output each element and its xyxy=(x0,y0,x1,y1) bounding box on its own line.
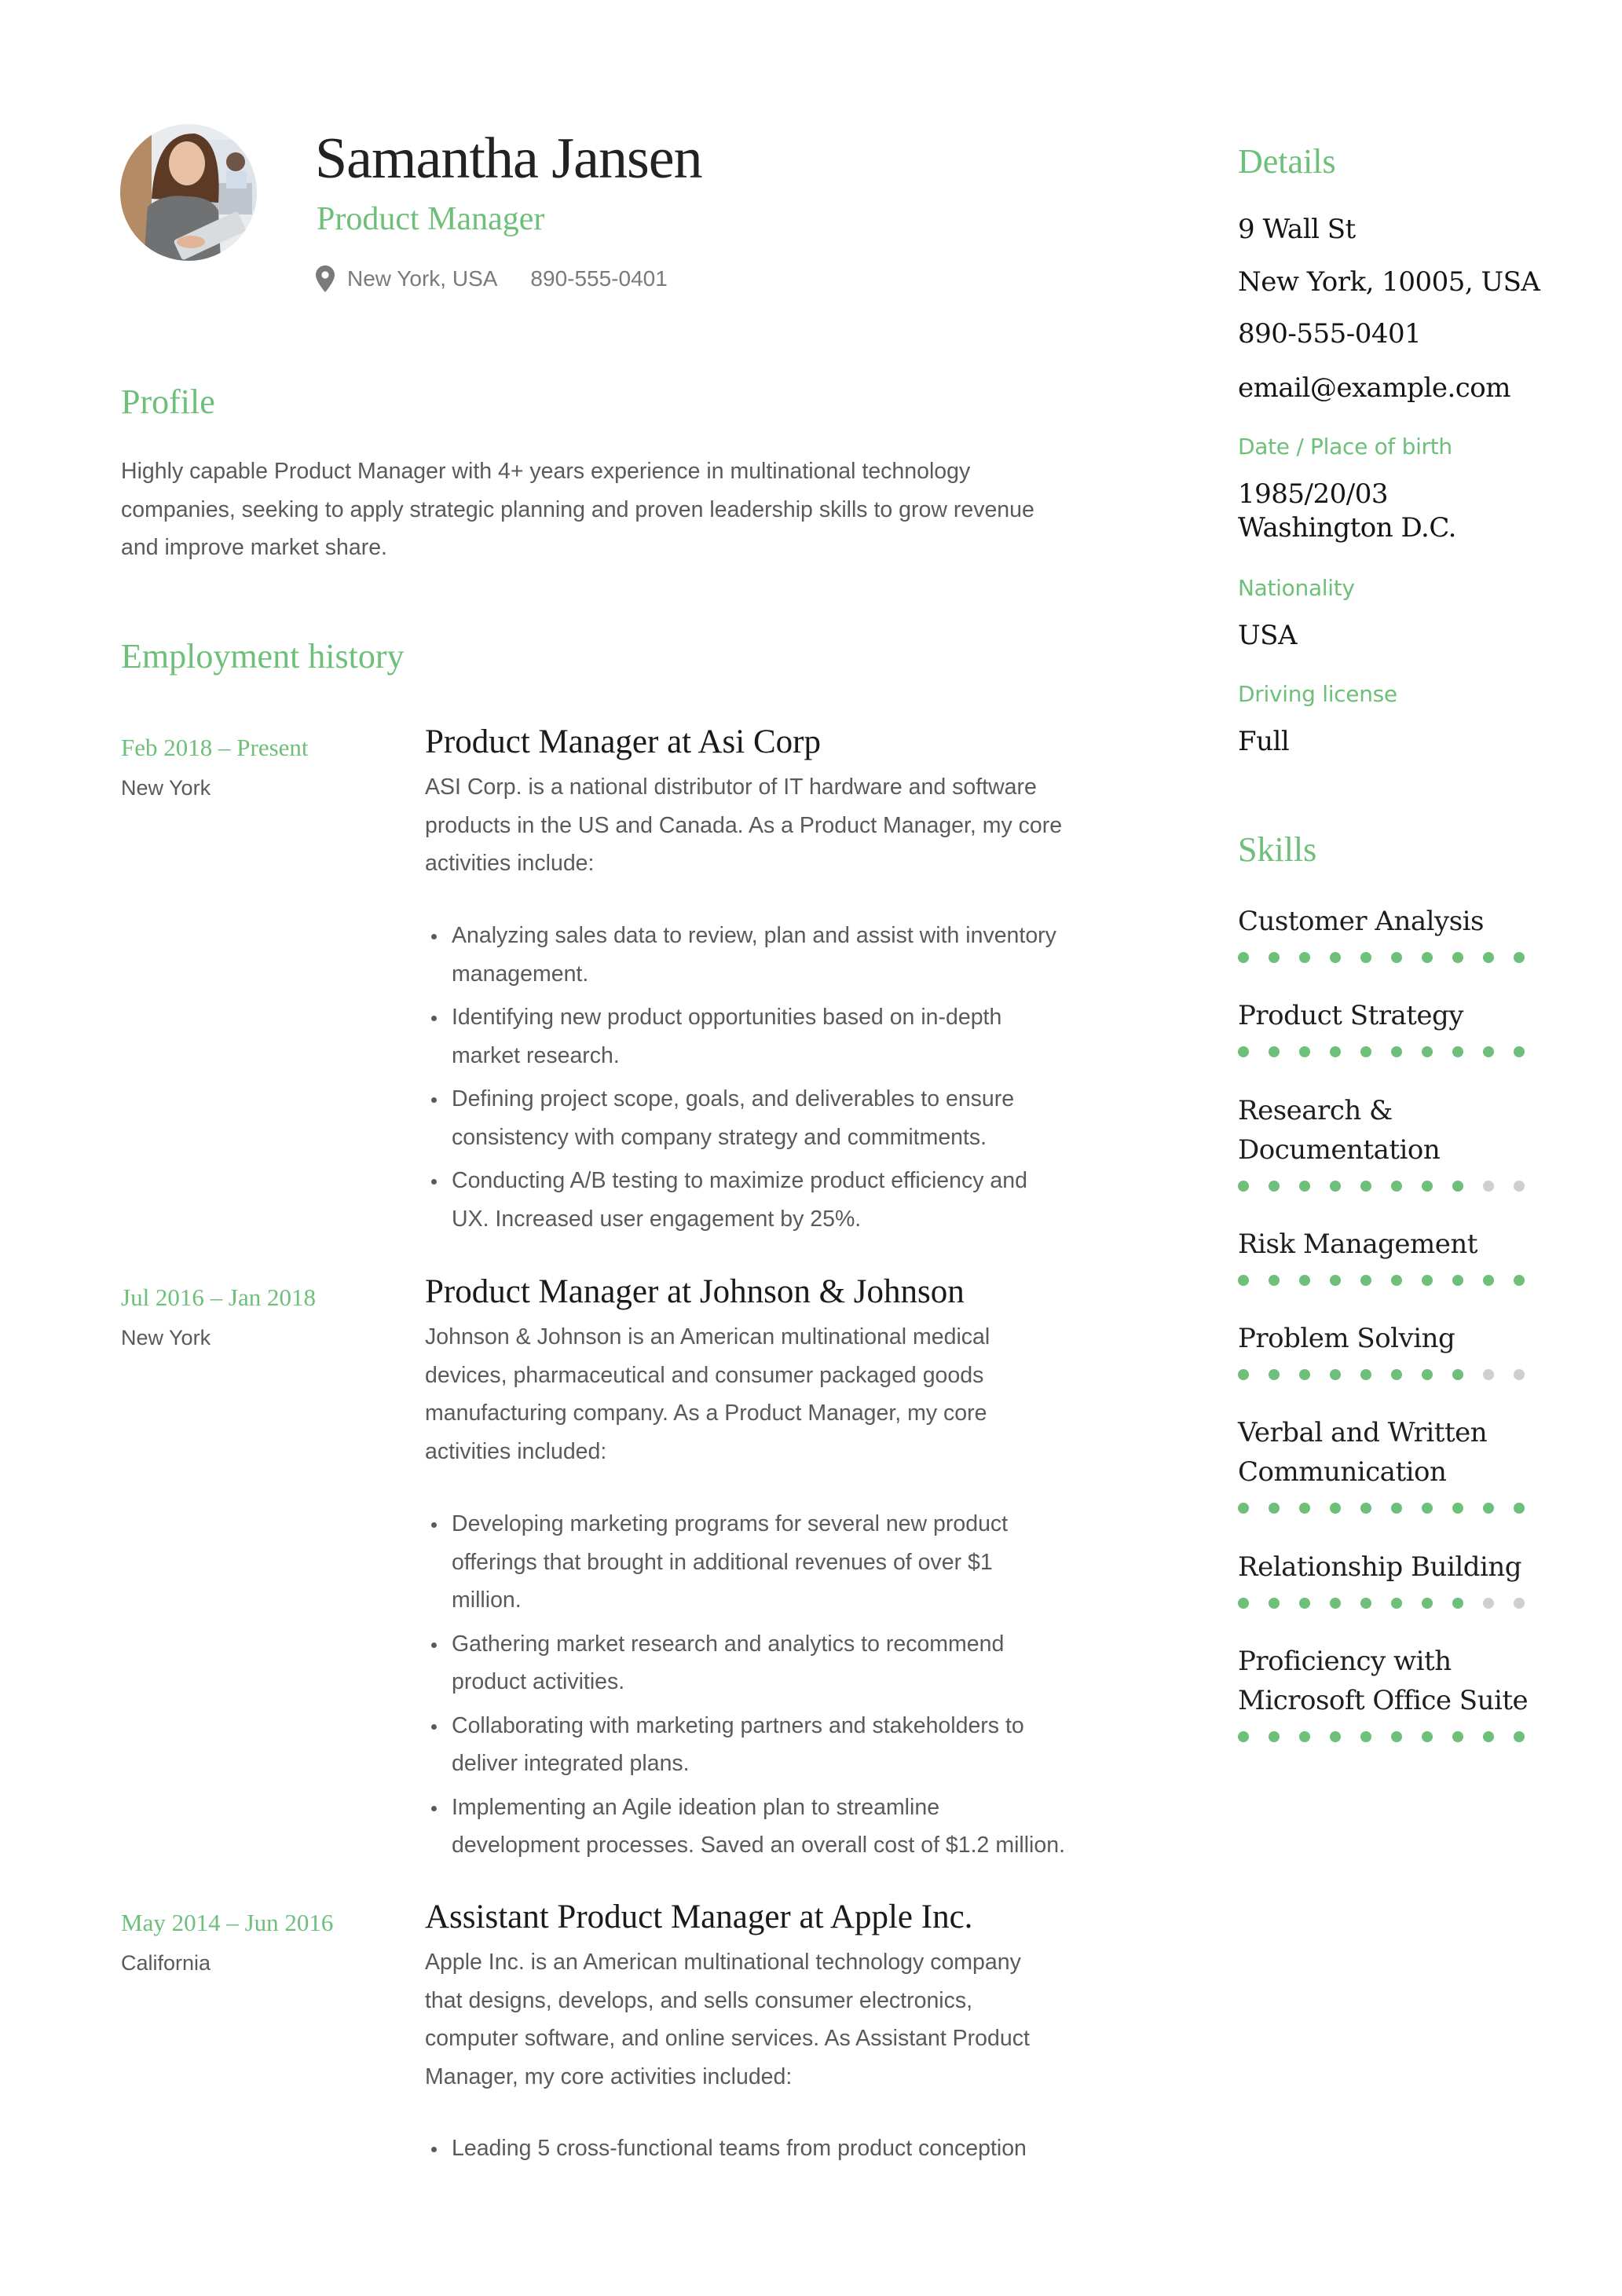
job-description xyxy=(425,1943,1132,2096)
profile-summary xyxy=(121,452,1142,567)
skill-dot-filled-icon xyxy=(1330,1731,1341,1742)
skill-dot-filled-icon xyxy=(1330,1503,1341,1514)
license-label: Driving license xyxy=(1238,681,1397,707)
profile-line: and improve market share. xyxy=(121,535,387,560)
skill-name xyxy=(1238,1225,1568,1264)
skill-dot-filled-icon xyxy=(1452,1046,1463,1057)
bullet-line: Gathering market research and analytics to recommend xyxy=(452,1631,1005,1657)
description-line: computer software, and online services. As Assistant Product xyxy=(425,2026,1030,2051)
skill-dot-filled-icon xyxy=(1360,1046,1371,1057)
job-location: New York xyxy=(121,776,211,800)
skill-dot-filled-icon xyxy=(1360,1369,1371,1380)
skill-dot-filled-icon xyxy=(1238,1598,1249,1609)
skill-dot-filled-icon xyxy=(1391,1369,1402,1380)
description-line: activities include: xyxy=(425,851,595,876)
skill-item xyxy=(1238,902,1568,963)
skill-dot-filled-icon xyxy=(1422,952,1433,963)
skill-item xyxy=(1238,1413,1568,1514)
skill-dot-filled-icon xyxy=(1452,1275,1463,1286)
skill-dot-filled-icon xyxy=(1330,1598,1341,1609)
skill-dot-filled-icon xyxy=(1514,952,1525,963)
skill-dot-filled-icon xyxy=(1422,1275,1433,1286)
bullet-line: Implementing an Agile ideation plan to streamline xyxy=(452,1794,940,1820)
skill-dot-filled-icon xyxy=(1391,1598,1402,1609)
skill-level-dots xyxy=(1238,1598,1568,1609)
skill-dot-filled-icon xyxy=(1330,1369,1341,1380)
bullet-item xyxy=(425,2129,1132,2168)
skill-name xyxy=(1238,1547,1568,1587)
description-line: Johnson & Johnson is an American multinational medical xyxy=(425,1324,990,1349)
description-line: Apple Inc. is an American multinational technology company xyxy=(425,1950,1021,1975)
skill-dot-filled-icon xyxy=(1391,1181,1402,1192)
candidate-name: Samantha Jansen xyxy=(315,126,702,191)
skill-level-dots xyxy=(1238,1181,1568,1192)
skill-level-dots xyxy=(1238,952,1568,963)
bullet-item xyxy=(425,917,1132,993)
section-heading-details: Details xyxy=(1238,142,1336,181)
skill-dot-filled-icon xyxy=(1269,1369,1280,1380)
skill-dot-filled-icon xyxy=(1391,1503,1402,1514)
bullet-line: market research. xyxy=(452,1042,620,1068)
bullet-line: Identifying new product opportunities based on in-depth xyxy=(452,1005,1002,1030)
skill-name-line: Research & xyxy=(1238,1095,1393,1126)
description-line: activities included: xyxy=(425,1438,607,1464)
details-phone: 890-555-0401 xyxy=(1238,318,1422,350)
skill-dot-filled-icon xyxy=(1422,1369,1433,1380)
skill-dot-filled-icon xyxy=(1391,1731,1402,1742)
skill-level-dots xyxy=(1238,1046,1568,1057)
map-pin-icon xyxy=(316,265,335,292)
skill-dot-filled-icon xyxy=(1514,1503,1525,1514)
skill-name-line: Documentation xyxy=(1238,1134,1441,1166)
skill-name xyxy=(1238,1319,1568,1358)
candidate-job-title: Product Manager xyxy=(317,201,545,237)
description-line: ASI Corp. is a national distributor of IT hardware and software xyxy=(425,774,1037,800)
nationality-value: USA xyxy=(1238,620,1297,651)
skill-name xyxy=(1238,996,1568,1035)
skill-dot-filled-icon xyxy=(1269,1598,1280,1609)
skill-name-line: Microsoft Office Suite xyxy=(1238,1685,1529,1716)
skill-item xyxy=(1238,996,1568,1057)
job-dates: Jul 2016 – Jan 2018 xyxy=(121,1283,316,1311)
skill-dot-filled-icon xyxy=(1299,1275,1310,1286)
skill-dot-filled-icon xyxy=(1360,952,1371,963)
skill-dot-filled-icon xyxy=(1330,1181,1341,1192)
bullet-item xyxy=(425,1505,1132,1620)
skill-dot-filled-icon xyxy=(1269,1181,1280,1192)
bullet-line: Developing marketing programs for several new product xyxy=(452,1511,1009,1536)
skill-name-line: Risk Management xyxy=(1238,1229,1477,1260)
job-location: New York xyxy=(121,1326,211,1349)
skill-dot-filled-icon xyxy=(1514,1046,1525,1057)
skill-dot-filled-icon xyxy=(1238,1275,1249,1286)
bullet-line: product activities. xyxy=(452,1669,625,1694)
skill-dot-empty-icon xyxy=(1514,1598,1525,1609)
section-heading-profile: Profile xyxy=(121,383,215,421)
skill-dot-empty-icon xyxy=(1483,1598,1494,1609)
job-title: Product Manager at Asi Corp xyxy=(425,723,821,760)
bullet-line: Conducting A/B testing to maximize product efficiency and xyxy=(452,1168,1027,1193)
bullet-line: deliver integrated plans. xyxy=(452,1751,690,1776)
skill-item xyxy=(1238,1225,1568,1286)
job-bullets xyxy=(425,917,1132,1243)
avatar xyxy=(120,124,257,261)
skill-dot-filled-icon xyxy=(1269,1503,1280,1514)
nationality-label: Nationality xyxy=(1238,575,1355,601)
skill-dot-filled-icon xyxy=(1452,952,1463,963)
job-description xyxy=(425,768,1132,883)
bullet-item xyxy=(425,1789,1132,1865)
skill-dot-filled-icon xyxy=(1360,1181,1371,1192)
skill-item xyxy=(1238,1319,1568,1380)
skill-name-line: Product Strategy xyxy=(1238,1000,1464,1031)
bullet-item xyxy=(425,1625,1132,1701)
job-dates: May 2014 – Jun 2016 xyxy=(121,1909,334,1936)
address-line-2: New York, 10005, USA xyxy=(1238,266,1540,298)
skill-level-dots xyxy=(1238,1369,1568,1380)
description-line: manufacturing company. As a Product Manager, my core xyxy=(425,1401,987,1426)
birth-label: Date / Place of birth xyxy=(1238,434,1452,460)
skill-dot-filled-icon xyxy=(1238,1046,1249,1057)
skill-name-line: Communication xyxy=(1238,1456,1447,1488)
skill-name-line: Relationship Building xyxy=(1238,1551,1521,1583)
bullet-line: development processes. Saved an overall cost of $1.2 million. xyxy=(452,1833,1066,1858)
skill-level-dots xyxy=(1238,1503,1568,1514)
job-bullets xyxy=(425,1505,1132,1870)
description-line: products in the US and Canada. As a Product Manager, my core xyxy=(425,812,1063,838)
skill-dot-filled-icon xyxy=(1391,1275,1402,1286)
skill-dot-empty-icon xyxy=(1514,1181,1525,1192)
skill-dot-filled-icon xyxy=(1269,952,1280,963)
skill-dot-filled-icon xyxy=(1330,952,1341,963)
skill-dot-filled-icon xyxy=(1299,1598,1310,1609)
profile-line: Highly capable Product Manager with 4+ years experience in multinational technology xyxy=(121,459,971,484)
skill-name-line: Problem Solving xyxy=(1238,1323,1455,1354)
section-heading-employment: Employment history xyxy=(121,637,405,676)
address-line-1: 9 Wall St xyxy=(1238,214,1356,245)
skill-dot-filled-icon xyxy=(1330,1275,1341,1286)
skill-dot-filled-icon xyxy=(1269,1731,1280,1742)
bullet-line: offerings that brought in additional revenues of over $1 xyxy=(452,1549,993,1575)
details-email: email@example.com xyxy=(1238,372,1511,404)
header-phone: 890-555-0401 xyxy=(530,266,668,291)
description-line: that designs, develops, and sells consumer electronics, xyxy=(425,1987,973,2013)
skill-dot-filled-icon xyxy=(1483,1503,1494,1514)
skill-level-dots xyxy=(1238,1731,1568,1742)
skill-dot-filled-icon xyxy=(1299,1046,1310,1057)
header-contact-row xyxy=(316,265,668,292)
skill-dot-empty-icon xyxy=(1514,1369,1525,1380)
skill-dot-empty-icon xyxy=(1483,1181,1494,1192)
skill-name xyxy=(1238,902,1568,941)
profile-photo xyxy=(120,124,257,261)
bullet-line: Leading 5 cross-functional teams from product conception xyxy=(452,2136,1027,2161)
skill-dot-filled-icon xyxy=(1238,1369,1249,1380)
skill-dot-filled-icon xyxy=(1452,1731,1463,1742)
bullet-line: million. xyxy=(452,1587,522,1613)
bullet-line: UX. Increased user engagement by 25%. xyxy=(452,1206,862,1232)
bullet-item xyxy=(425,1080,1132,1156)
skill-dot-filled-icon xyxy=(1391,1046,1402,1057)
bullet-item xyxy=(425,1162,1132,1238)
bullet-line: management. xyxy=(452,961,589,987)
skill-dot-filled-icon xyxy=(1452,1369,1463,1380)
skill-dot-filled-icon xyxy=(1452,1181,1463,1192)
skill-dot-filled-icon xyxy=(1299,1731,1310,1742)
bullet-line: Defining project scope, goals, and deliverables to ensure xyxy=(452,1086,1015,1111)
skill-dot-filled-icon xyxy=(1452,1503,1463,1514)
skill-dot-filled-icon xyxy=(1452,1598,1463,1609)
skill-dot-filled-icon xyxy=(1360,1731,1371,1742)
skill-dot-filled-icon xyxy=(1391,952,1402,963)
skill-item xyxy=(1238,1642,1568,1742)
skill-dot-filled-icon xyxy=(1299,952,1310,963)
skill-dot-filled-icon xyxy=(1422,1598,1433,1609)
skill-name xyxy=(1238,1091,1568,1170)
skill-dot-filled-icon xyxy=(1360,1598,1371,1609)
skill-dot-filled-icon xyxy=(1238,952,1249,963)
skill-name xyxy=(1238,1413,1568,1492)
skill-item xyxy=(1238,1091,1568,1192)
skill-dot-filled-icon xyxy=(1299,1181,1310,1192)
skill-level-dots xyxy=(1238,1275,1568,1286)
bullet-line: Collaborating with marketing partners and stakeholders to xyxy=(452,1712,1024,1738)
bullet-line: consistency with company strategy and commitments. xyxy=(452,1124,987,1150)
description-line: devices, pharmaceutical and consumer packaged goods xyxy=(425,1362,984,1388)
skill-dot-filled-icon xyxy=(1238,1181,1249,1192)
bullet-line: Analyzing sales data to review, plan and assist with inventory xyxy=(452,923,1056,948)
bullet-item xyxy=(425,1707,1132,1783)
job-description xyxy=(425,1318,1132,1470)
skill-dot-filled-icon xyxy=(1269,1046,1280,1057)
job-location: California xyxy=(121,1951,211,1975)
section-heading-skills: Skills xyxy=(1238,830,1317,869)
skill-dot-filled-icon xyxy=(1483,1275,1494,1286)
skill-dot-filled-icon xyxy=(1514,1275,1525,1286)
job-bullets xyxy=(425,2129,1132,2173)
job-title: Product Manager at Johnson & Johnson xyxy=(425,1273,965,1310)
skill-dot-empty-icon xyxy=(1483,1369,1494,1380)
skill-dot-filled-icon xyxy=(1360,1503,1371,1514)
skill-dot-filled-icon xyxy=(1238,1503,1249,1514)
bullet-item xyxy=(425,998,1132,1075)
job-dates: Feb 2018 – Present xyxy=(121,734,309,761)
skill-dot-filled-icon xyxy=(1422,1046,1433,1057)
skill-dot-filled-icon xyxy=(1299,1503,1310,1514)
skill-dot-filled-icon xyxy=(1483,1731,1494,1742)
skill-name-line: Customer Analysis xyxy=(1238,906,1484,937)
license-value: Full xyxy=(1238,726,1290,757)
profile-line: companies, seeking to apply strategic planning and proven leadership skills to grow revenue xyxy=(121,496,1034,522)
skill-name-line: Proficiency with xyxy=(1238,1646,1452,1677)
skill-name-line: Verbal and Written xyxy=(1238,1417,1488,1448)
skill-dot-filled-icon xyxy=(1422,1731,1433,1742)
job-title: Assistant Product Manager at Apple Inc. xyxy=(425,1899,973,1935)
skill-dot-filled-icon xyxy=(1483,952,1494,963)
skill-dot-filled-icon xyxy=(1299,1369,1310,1380)
skill-dot-filled-icon xyxy=(1422,1503,1433,1514)
skill-dot-filled-icon xyxy=(1330,1046,1341,1057)
skill-dot-filled-icon xyxy=(1360,1275,1371,1286)
skill-item xyxy=(1238,1547,1568,1609)
description-line: Manager, my core activities included: xyxy=(425,2063,793,2089)
skill-dot-filled-icon xyxy=(1269,1275,1280,1286)
skill-dot-filled-icon xyxy=(1483,1046,1494,1057)
birth-place: Washington D.C. xyxy=(1238,512,1456,544)
birth-date: 1985/20/03 xyxy=(1238,478,1388,510)
header-location: New York, USA xyxy=(347,266,498,291)
skill-dot-filled-icon xyxy=(1514,1731,1525,1742)
skill-name xyxy=(1238,1642,1568,1720)
skill-dot-filled-icon xyxy=(1422,1181,1433,1192)
skill-dot-filled-icon xyxy=(1238,1731,1249,1742)
